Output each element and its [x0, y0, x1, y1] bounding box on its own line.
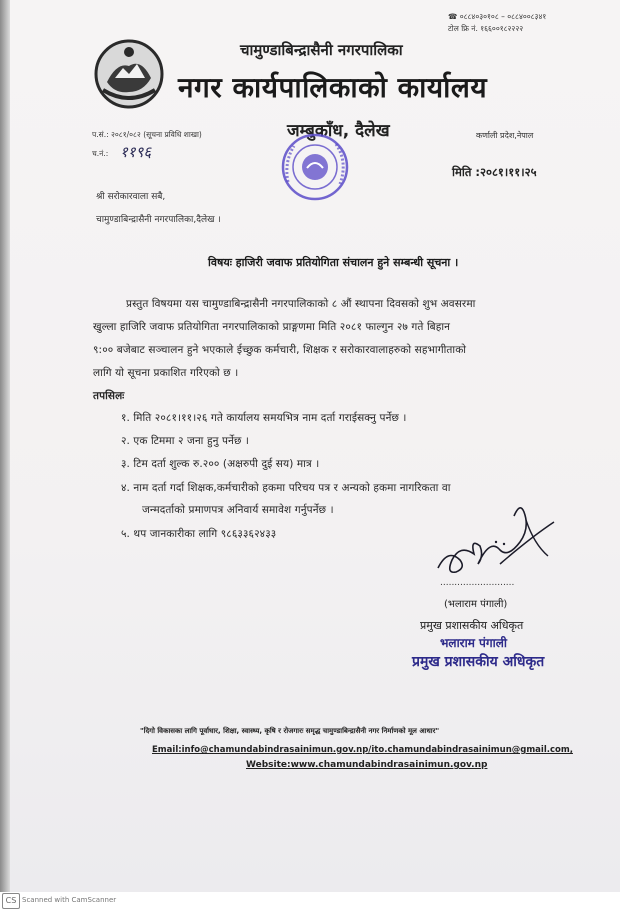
camscanner-logo-icon: CS — [2, 893, 20, 909]
footer-slogan: "दिगो विकासका लागि पूर्वाधार, शिक्षा, स्वास्थ्य, कृषि र रोजगारः समृद्ध चामुण्डाबिन्द्रासैनी नगर निर्माणको मूल आधार" — [140, 727, 440, 735]
municipality-name: चामुण्डाबिन्द्रासैनी नगरपालिका — [240, 41, 403, 59]
letter-date: मिति :२०८१।११।२५ — [452, 165, 537, 179]
details-label: तपसिलः — [93, 390, 125, 402]
nepal-emblem-logo — [93, 38, 165, 110]
addressee-line-2: चामुण्डाबिन्द्रासैनी नगरपालिका,दैलेख । — [96, 215, 221, 225]
dispatch-number: ११९६ — [120, 143, 152, 161]
detail-item-4: ४. नाम दर्ता गर्दा शिक्षक,कर्मचारीको हकमा परिचय पत्र र अन्यको हकमा नागरिकता वा — [121, 482, 451, 494]
phone-numbers: ☎ ०८८४०३०१०८ – ०८८४००८३४१ — [448, 12, 547, 21]
official-seal-stamp — [280, 132, 350, 202]
designation-stamp: प्रमुख प्रशासकीय अधिकृत — [412, 654, 545, 670]
handwritten-signature — [430, 498, 560, 588]
signature-line: .......................... — [440, 578, 515, 588]
signatory-name: (भलाराम पंगाली) — [444, 599, 508, 610]
detail-item-1: १. मिति २०८१।११।२६ गते कार्यालय समयभित्र नाम दर्ता गराईसक्नु पर्नेछ । — [121, 412, 407, 424]
toll-free-number: टोल फ्रि नं. १६६००१८२२२२ — [448, 24, 524, 33]
office-location: जम्बुकाँध, दैलेख — [287, 121, 390, 141]
body-line-3: ९:०० बजेबाट सञ्चालन हुने भएकाले ईच्छुक कर्मचारी, शिक्षक र सरोकारवालाहरुको सहभागीताको — [93, 344, 467, 356]
name-stamp: भलाराम पंगाली — [440, 636, 507, 650]
body-line-2: खुल्ला हाजिरि जवाफ प्रतियोगिता नगरपालिकाको प्राङ्गणमा मिति २०८१ फाल्गुन २७ गते बिहान — [93, 321, 451, 333]
addressee-line-1: श्री सरोकारवाला सबै, — [96, 192, 166, 202]
province-address: कर्णाली प्रदेश,नेपाल — [476, 131, 534, 140]
signatory-title: प्रमुख प्रशासकीय अधिकृत — [420, 619, 524, 632]
scanner-watermark-text: Scanned with CamScanner — [22, 896, 117, 904]
dispatch-label: च.नं.: — [92, 149, 109, 158]
office-title: नगर कार्यपालिकाको कार्यालय — [178, 71, 488, 104]
body-line-1: प्रस्तुत विषयमा यस चामुण्डाबिन्द्रासैनी नगरपालिकाको ८ औं स्थापना दिवसको शुभ अवसरमा — [126, 298, 476, 310]
letter-subject: विषयः हाजिरी जवाफ प्रतियोगिता संचालन हुने सम्बन्धी सूचना । — [208, 256, 459, 269]
footer-email[interactable]: Email:info@chamundabindrasainimun.gov.np/ito.chamundabindrasainimun@gmail.com, — [152, 745, 573, 755]
detail-item-2: २. एक टिममा २ जना हुनु पर्नेछ । — [121, 435, 249, 447]
letter-reference-number: प.सं.: २०८१/०८२ (सूचना प्रविधि शाखा) — [92, 130, 202, 139]
detail-item-3: ३. टिम दर्ता शुल्क रु.२०० (अक्षरुपी दुई सय) मात्र । — [121, 458, 320, 470]
page-fold-shadow — [0, 0, 10, 892]
detail-item-5: ५. थप जानकारीका लागि ९८६३३६२४३३ — [121, 528, 277, 540]
body-line-4: लागि यो सूचना प्रकाशित गरिएको छ । — [93, 367, 239, 379]
detail-item-4-continued: जन्मदर्ताको प्रमाणपत्र अनिवार्य समावेश गर्नुपर्नेछ । — [142, 504, 334, 516]
footer-website[interactable]: Website:www.chamundabindrasainimun.gov.np — [246, 760, 488, 770]
